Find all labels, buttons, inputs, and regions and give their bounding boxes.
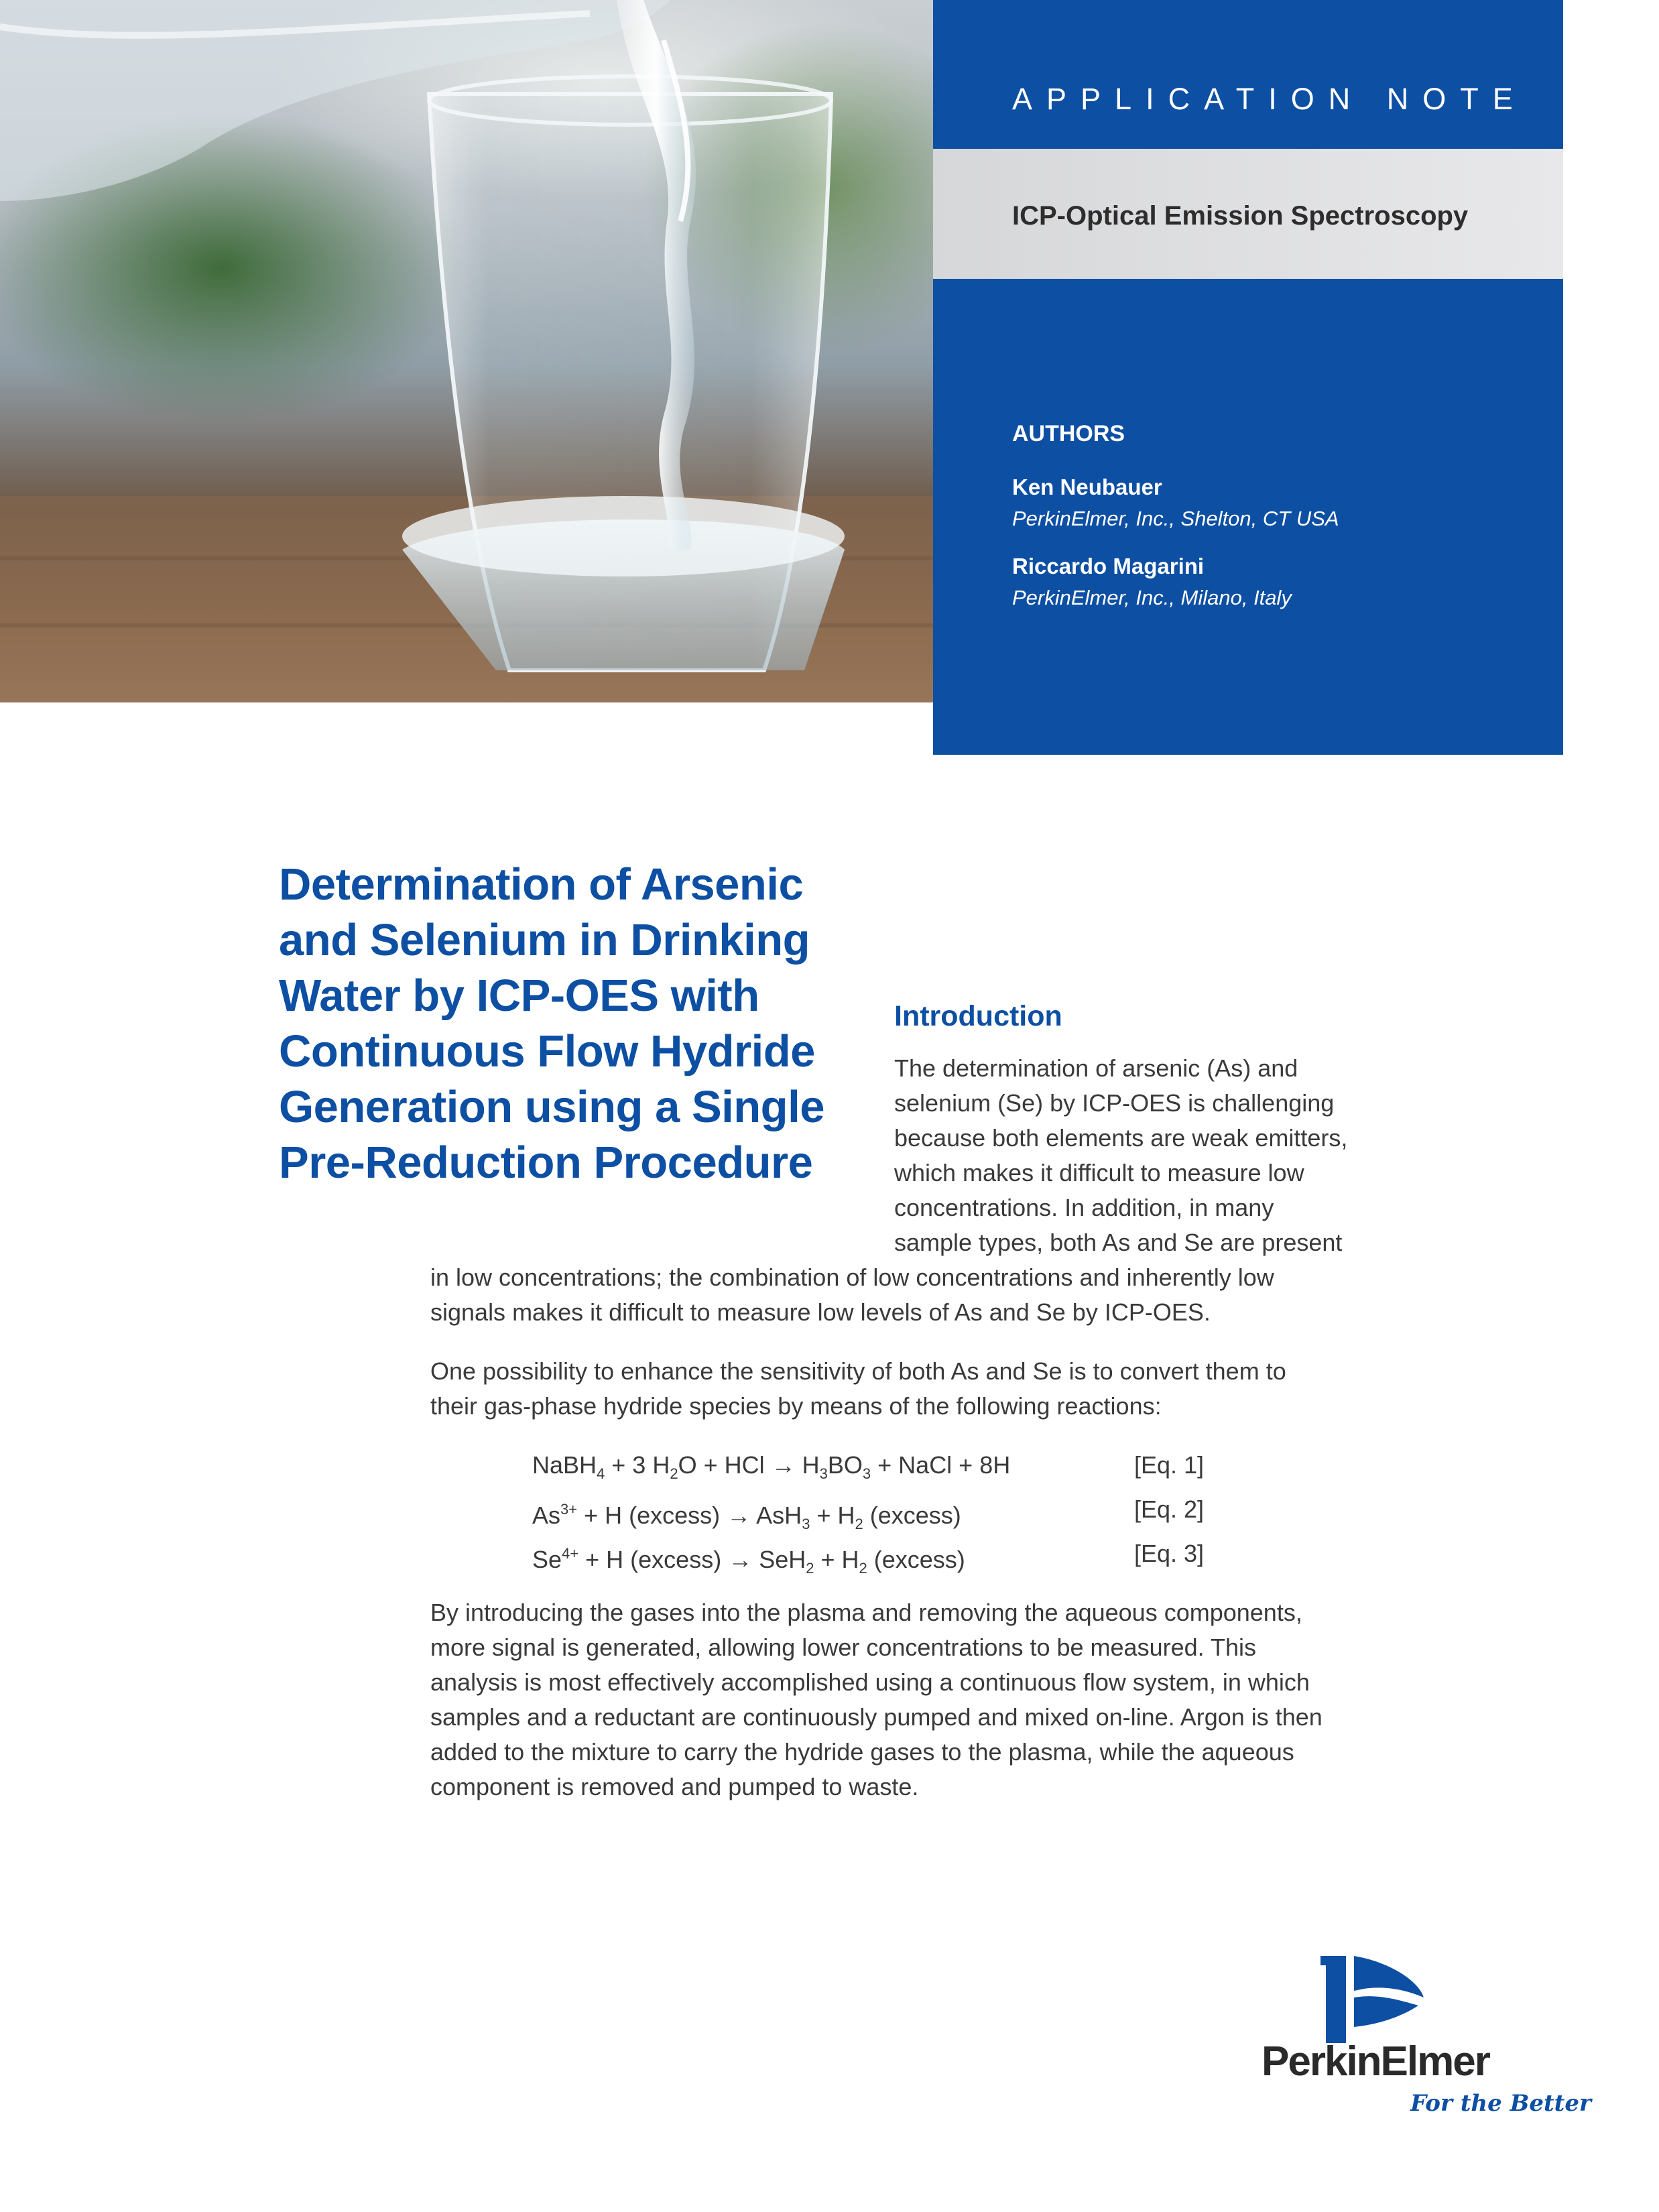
paragraph-line: which makes it difficult to measure low	[894, 1159, 1304, 1186]
equation-number: [Eq. 3]	[1134, 1540, 1205, 1567]
paragraph-line: added to the mixture to carry the hydride gases to the plasma, while the aqueous	[430, 1738, 1294, 1766]
paragraph-line: because both elements are weak emitters,	[894, 1124, 1348, 1152]
authors-heading: AUTHORS	[1012, 421, 1125, 446]
equation-1: NaBH$_4$ + 3 $H_2O$ + HCl → $H_3BO_3$ + NaCl + 8H	[532, 1451, 1011, 1482]
title-line: Pre-Reduction Procedure	[279, 1138, 813, 1188]
title-line: Water by ICP-OES with	[279, 971, 759, 1021]
paragraph-line: By introducing the gases into the plasma and removing the aqueous components,	[430, 1599, 1302, 1626]
paragraph-line: One possibility to enhance the sensitivity of both As and Se is to convert them to	[430, 1357, 1286, 1385]
paragraph-line: The determination of arsenic (As) and	[894, 1054, 1298, 1082]
paragraph-line: concentrations. In addition, in many	[894, 1194, 1274, 1221]
paragraph-line: samples and a reductant are continuously pumped and mixed on-line. Argon is then	[430, 1703, 1323, 1731]
document-type-label: APPLICATION NOTE	[1012, 82, 1527, 116]
equation-number: [Eq. 1]	[1134, 1451, 1205, 1479]
water-glass-illustration	[0, 0, 933, 702]
header-panel	[933, 0, 1563, 755]
category-label: ICP-Optical Emission Spectroscopy	[1012, 201, 1469, 231]
title-line: and Selenium in Drinking	[279, 915, 810, 965]
paragraph-line: selenium (Se) by ICP-OES is challenging	[894, 1089, 1335, 1117]
paragraph-line: more signal is generated, allowing lower concentrations to be measured. This	[430, 1634, 1256, 1661]
author-name: Riccardo Magarini	[1012, 554, 1205, 578]
title-line: Determination of Arsenic	[279, 859, 804, 910]
equation-number: [Eq. 2]	[1134, 1495, 1205, 1523]
author-name: Ken Neubauer	[1012, 475, 1162, 499]
equation-3: $Se^{4+} + H$ (excess) → $SeH_2 + H_2$ (excess)	[532, 1545, 965, 1577]
author-affiliation: PerkinElmer, Inc., Shelton, CT USA	[1012, 507, 1339, 530]
logo-tagline: For the Better	[1410, 2090, 1591, 2117]
title-line: Continuous Flow Hydride	[279, 1026, 815, 1077]
paragraph-line: analysis is most effectively accomplished using a continuous flow system, in which	[430, 1668, 1310, 1696]
equation-2: $As^{3+} + H$ (excess) → $AsH_3 + H_2$ (excess)	[532, 1501, 961, 1532]
perkinelmer-logo-icon	[1319, 1956, 1426, 2043]
document-title	[279, 857, 855, 1190]
paragraph-line: in low concentrations; the combination of low concentrations and inherently low	[430, 1264, 1274, 1291]
paragraph-line: component is removed and pumped to waste.	[430, 1773, 919, 1800]
paragraph-line: sample types, both As and Se are present	[894, 1229, 1343, 1256]
category-band	[933, 149, 1563, 279]
paragraph-line: their gas-phase hydride species by means of the following reactions:	[430, 1392, 1162, 1420]
section-heading-introduction: Introduction	[894, 1000, 1062, 1032]
logo-wordmark: PerkinElmer	[1262, 2038, 1489, 2085]
paragraph-line: signals makes it difficult to measure low levels of As and Se by ICP-OES.	[430, 1298, 1211, 1326]
hero-photo	[0, 0, 933, 702]
title-line: Generation using a Single	[279, 1082, 824, 1132]
author-affiliation: PerkinElmer, Inc., Milano, Italy	[1012, 586, 1292, 609]
